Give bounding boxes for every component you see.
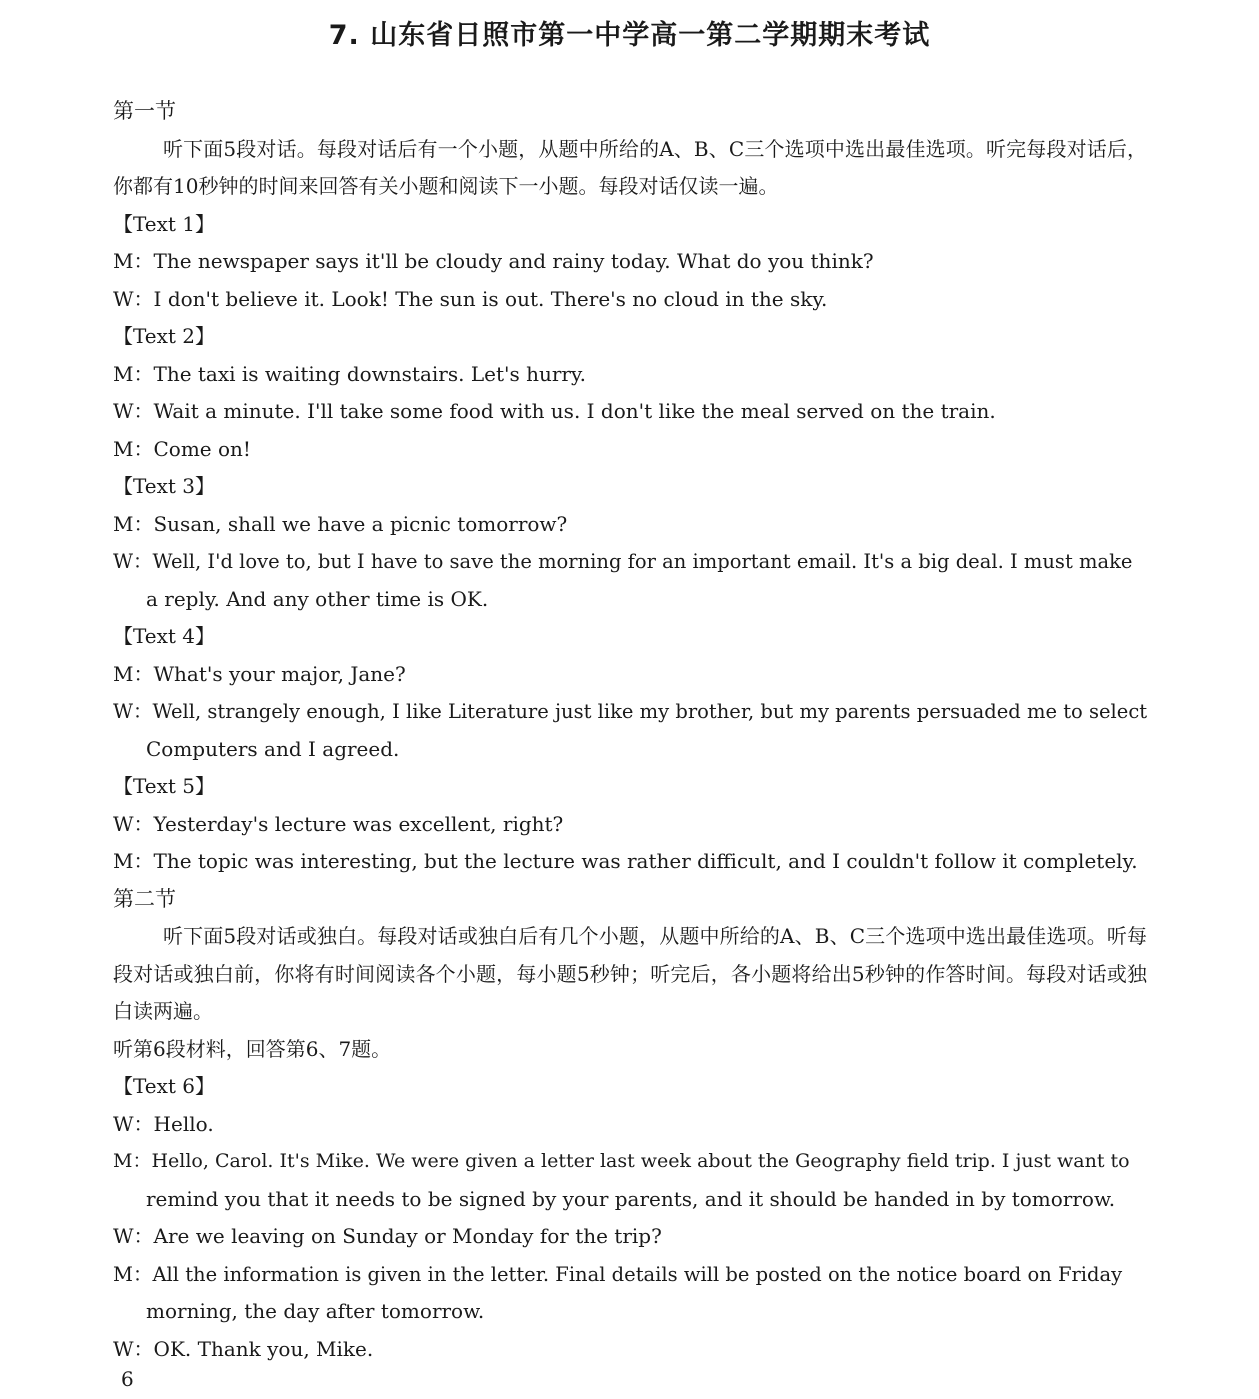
dialogue-line-continuation: Computers and I agreed. xyxy=(146,736,400,761)
dialogue-line: W：OK. Thank you, Mike. xyxy=(113,1336,374,1361)
dialogue-line: M：The topic was interesting, but the lecture was rather difficult, and I couldn't follow it completely. xyxy=(113,849,1138,873)
text-tag-3: 【Text 3】 xyxy=(113,474,216,498)
dialogue-line: W：Hello. xyxy=(113,1111,214,1136)
dialogue-line: W：Well, strangely enough, I like Literature just like my brother, but my parents persuaded me to select xyxy=(113,700,1148,723)
dialogue-line: W：I don't believe it. Look! The sun is out. There's no cloud in the sky. xyxy=(113,286,828,311)
section-instructions-2: 听下面5段对话或独白。每段对话或独白后有几个小题，从题中所给的A、B、C三个选项中选出最佳选项。听每段对话或独白前，你将有时间阅读各个小题，每小题5秒钟；听完后，各小题将给出5秒钟的作答时间。每段对话或独白读两遍。 xyxy=(113,924,1147,1023)
dialogue-line: W：Are we leaving on Sunday or Monday for the trip? xyxy=(113,1224,662,1248)
text-tag-6: 【Text 6】 xyxy=(113,1074,216,1098)
material-note: 听第6段材料，回答第6、7题。 xyxy=(113,1036,392,1061)
dialogue-line: M：All the information is given in the letter. Final details will be posted on the notice board on Friday xyxy=(113,1262,1123,1286)
dialogue-line-continuation: morning, the day after tomorrow. xyxy=(146,1299,485,1323)
page-title: 7. 山东省日照市第一中学高一第二学期期末考试 xyxy=(328,20,931,51)
dialogue-line: M：The newspaper says it'll be cloudy and rainy today. What do you think? xyxy=(113,249,874,273)
dialogue-line: M：The taxi is waiting downstairs. Let's hurry. xyxy=(113,361,586,386)
dialogue-line: W：Yesterday's lecture was excellent, right? xyxy=(113,811,564,836)
section-heading-1: 第一节 xyxy=(113,99,176,123)
dialogue-line: W：Well, I'd love to, but I have to save the morning for an important email. It's a big deal. I must make xyxy=(113,550,1133,573)
dialogue-line-continuation: remind you that it needs to be signed by your parents, and it should be handed in by tomorrow. xyxy=(146,1186,1116,1211)
text-tag-5: 【Text 5】 xyxy=(113,774,216,798)
dialogue-line: W：Wait a minute. I'll take some food with us. I don't like the meal served on the train. xyxy=(113,399,996,423)
dialogue-line: M：Hello, Carol. It's Mike. We were given a letter last week about the Geography field trip. I just want to xyxy=(113,1150,1130,1172)
document-body xyxy=(113,93,1147,1368)
section-instructions-1: 听下面5段对话。每段对话后有一个小题，从题中所给的A、B、C三个选项中选出最佳选项。听完每段对话后，你都有10秒钟的时间来回答有关小题和阅读下一小题。每段对话仅读一遍。 xyxy=(113,136,1147,198)
dialogue-line: M：Come on! xyxy=(113,436,251,461)
dialogue-line-continuation: a reply. And any other time is OK. xyxy=(146,586,489,611)
text-tag-4: 【Text 4】 xyxy=(113,624,216,648)
text-tag-1: 【Text 1】 xyxy=(113,211,216,236)
page-number: 6 xyxy=(121,1367,134,1391)
section-heading-2: 第二节 xyxy=(113,886,176,911)
dialogue-line: M：What's your major, Jane? xyxy=(113,661,406,686)
text-tag-2: 【Text 2】 xyxy=(113,324,216,348)
dialogue-line: M：Susan, shall we have a picnic tomorrow? xyxy=(113,511,568,536)
